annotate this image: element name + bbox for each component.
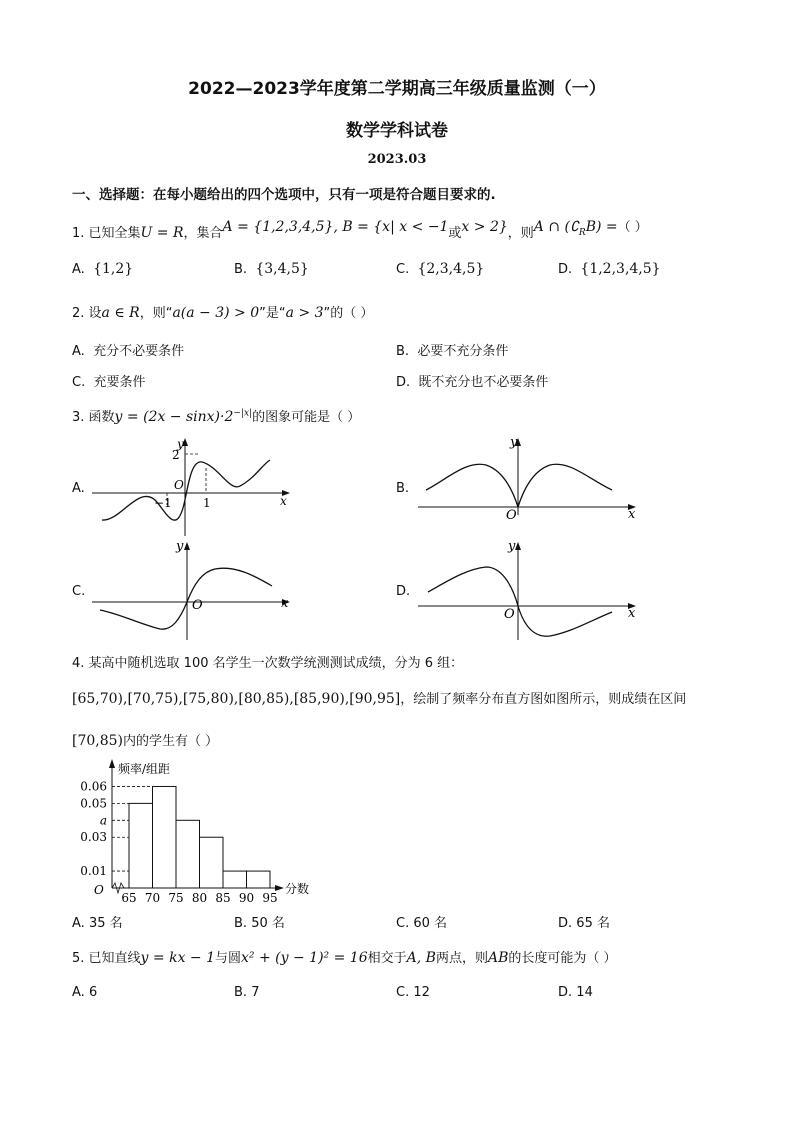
x-tick-label: 95 <box>262 891 278 905</box>
q5-math-points: A, B <box>406 950 436 966</box>
q1-math-set-b: , B = {x| x < −1 <box>333 219 449 235</box>
x-label: x <box>280 494 287 508</box>
y-tick-label: 0.05 <box>80 796 107 811</box>
q5-math-line: y = kx − 1 <box>140 950 216 966</box>
q3-graph-d[interactable] <box>416 534 646 642</box>
question-4-line-3: [70,85)内的学生有（ ） <box>72 733 219 749</box>
question-3: 3. 函数$y = (2x - \sin x)\cdot 2^{-|x|}$的图象可能是（ ） <box>72 408 361 425</box>
page-title: 2022—2023学年度第二学期高三年级质量监测（一） <box>188 79 606 99</box>
q4-option-c[interactable]: C. 60 名 <box>396 916 448 931</box>
q1-math-expr: A ∩ $(∁_RB)$ = <box>533 219 618 238</box>
q3-graph-a[interactable] <box>90 430 300 540</box>
y-tick-label: 0.06 <box>80 779 107 794</box>
x-label: x <box>628 507 636 522</box>
q2-option-b[interactable]: B. 必要不充分条件 <box>396 344 509 359</box>
q4-option-d[interactable]: D. 65 名 <box>558 916 610 931</box>
q5-option-d[interactable]: D. 14 <box>558 985 593 1000</box>
q3-option-d-label[interactable]: D. <box>396 584 411 599</box>
q2-math-3: a > 3 <box>285 305 324 321</box>
q3-graph-c[interactable] <box>90 534 300 642</box>
x-label: x <box>628 606 636 621</box>
q5-option-b[interactable]: B. 7 <box>234 985 260 1000</box>
q1-math-universe: U = R <box>140 225 184 241</box>
y-tick-label: a <box>99 813 107 828</box>
q1-option-b[interactable]: B. {3,4,5} <box>234 261 309 277</box>
x-tick-label: 70 <box>144 891 161 905</box>
frequency-histogram <box>72 755 332 905</box>
question-1 <box>72 219 648 244</box>
histogram-bar <box>200 837 224 888</box>
q3-math: $y = (2x - \sin x)\cdot 2^{-|x|}$ <box>114 408 253 425</box>
q1-text-4: ，则 <box>507 226 534 241</box>
y-label: y <box>177 437 184 451</box>
origin-label: O <box>504 607 515 622</box>
q3-option-a-label[interactable]: A. <box>72 481 85 496</box>
histogram-bar <box>176 820 200 888</box>
y-axis-arrow <box>109 759 115 768</box>
q5-math-segment: AB <box>487 950 509 966</box>
function-curve <box>102 460 270 520</box>
q2-math-1: a ∈ R <box>101 305 140 321</box>
tick-label: 1 <box>203 496 211 510</box>
q1-option-c[interactable]: C. {2,3,4,5} <box>396 261 485 277</box>
y-axis-arrow <box>184 542 190 550</box>
histogram-bar <box>247 871 271 888</box>
q4-option-b[interactable]: B. 50 名 <box>234 916 285 931</box>
x-axis-label: 分数 <box>285 882 310 896</box>
origin-label: O <box>506 508 517 522</box>
x-tick-label: 90 <box>238 891 255 905</box>
y-label: y <box>508 539 516 554</box>
x-label: x <box>281 596 289 611</box>
y-tick-label: 0.01 <box>80 864 107 879</box>
histogram-bar <box>223 871 247 888</box>
q5-option-a[interactable]: A. 6 <box>72 985 98 1000</box>
q1-text-1: 1. 已知全集 <box>72 226 141 241</box>
y-axis-label: 频率/组距 <box>118 762 171 776</box>
q3-option-c-label[interactable]: C. <box>72 584 86 599</box>
y-label: y <box>510 435 518 450</box>
q5-math-circle: x² + (y − 1)² = 16 <box>241 950 368 966</box>
section-heading: 一、选择题：在每小题给出的四个选项中，只有一项是符合题目要求的. <box>72 187 496 203</box>
exam-date: 2023.03 <box>367 152 427 167</box>
y-tick-label: 0.03 <box>80 830 107 845</box>
q2-option-a[interactable]: A. 充分不必要条件 <box>72 344 185 359</box>
q5-option-c[interactable]: C. 12 <box>396 985 430 1000</box>
tick-label: −1 <box>154 496 172 510</box>
x-tick-label: 75 <box>168 891 184 905</box>
q1-paren: （ ） <box>617 220 648 235</box>
x-tick-label: 85 <box>215 891 231 905</box>
q2-option-c[interactable]: C. 充要条件 <box>72 375 146 390</box>
q1-option-a[interactable]: A. {1,2} <box>72 261 134 277</box>
histogram-bar <box>153 786 177 888</box>
function-curve <box>428 567 612 636</box>
y-label: y <box>176 539 184 554</box>
subject-title: 数学学科试卷 <box>346 121 448 141</box>
q3-graph-b[interactable] <box>416 430 646 522</box>
x-tick-label: 80 <box>191 891 208 905</box>
tick-label: 2 <box>172 448 180 462</box>
q1-math-set-b-end: x > 2} <box>461 219 508 235</box>
q4-option-a[interactable]: A. 35 名 <box>72 916 123 931</box>
question-4-line-1: 4. 某高中随机选取 100 名学生一次数学统测测试成绩，分为 6 组： <box>72 656 464 671</box>
q1-text-3: 或 <box>448 226 462 241</box>
origin-label: O <box>174 478 184 492</box>
function-curve <box>426 464 612 507</box>
x-tick-label: 65 <box>121 891 137 905</box>
question-5: 5. 已知直线y = kx − 1与圆x² + (y − 1)² = 16相交于A, B两点，则AB的长度可能为（ ） <box>72 950 617 966</box>
histogram-bar <box>129 803 153 888</box>
question-2: 2. 设a ∈ R，则“a(a − 3) > 0”是“a > 3”的（ ） <box>72 305 374 321</box>
q1-math-set-a: A = {1,2,3,4,5} <box>222 219 334 235</box>
function-curve <box>100 568 272 629</box>
origin-label: O <box>94 883 104 897</box>
q3-option-b-label[interactable]: B. <box>396 481 410 496</box>
origin-label: O <box>192 598 203 613</box>
question-4-line-2: [65,70),[70,75),[75,80),[80,85),[85,90),[90,95]，绘制了频率分布直方图如图所示，则成绩在区间 <box>72 691 687 707</box>
y-axis-arrow <box>515 542 521 550</box>
q2-option-d[interactable]: D. 既不充分也不必要条件 <box>396 375 549 390</box>
q1-text-2: ，集合 <box>183 226 223 241</box>
q2-math-2: a(a − 3) > 0 <box>172 305 260 321</box>
q1-option-d[interactable]: D. {1,2,3,4,5} <box>558 261 661 277</box>
